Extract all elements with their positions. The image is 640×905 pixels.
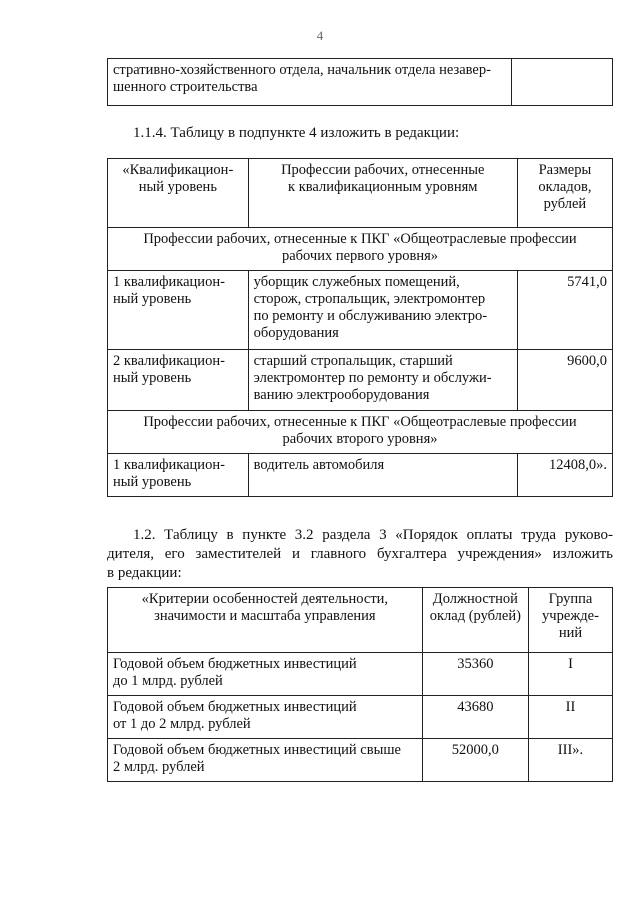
group-row [108, 411, 613, 454]
level-line: ный уровень [113, 291, 192, 307]
header-line: значимости и масштаба управления [154, 608, 376, 624]
header-line: окладов, [538, 179, 592, 195]
group-cell: II [528, 696, 612, 739]
header-line: рублей [543, 196, 587, 212]
profession-line: уборщик служебных помещений, [253, 274, 460, 290]
group-cell: I [528, 653, 612, 696]
group-cell [108, 228, 613, 271]
header-line: Профессии рабочих, отнесенные [281, 162, 485, 178]
table-row [108, 59, 613, 106]
table-header-row [108, 159, 613, 228]
paragraph-1-2 [107, 526, 613, 583]
level-cell [108, 271, 249, 350]
table-cell-empty [512, 59, 613, 106]
table-cell [108, 59, 512, 106]
criteria-line: 2 млрд. рублей [113, 759, 205, 775]
header-line: Размеры [538, 162, 592, 178]
level-cell [108, 350, 249, 411]
criteria-cell [108, 653, 423, 696]
level-line: ный уровень [113, 370, 192, 386]
header-line: ный уровень [138, 179, 217, 195]
criteria-line: до 1 млрд. рублей [113, 673, 223, 689]
salary-cell: 5741,0 [517, 271, 612, 350]
profession-line: водитель автомобиля [253, 457, 385, 473]
header-line: учрежде- [542, 608, 599, 624]
profession-line: сторож, стропальщик, электромонтер [253, 291, 486, 307]
level-line: ный уровень [113, 474, 192, 490]
criteria-table [107, 587, 613, 782]
profession-line: ванию электрооборудования [253, 387, 430, 403]
paragraph-line: в редакции: [107, 565, 182, 581]
cell-line: стративно-хозяйственного отдела, начальник отдела незавер- [113, 62, 491, 78]
group-line: Профессии рабочих, отнесенные к ПКГ «Общеотраслевые профессии [143, 414, 577, 430]
criteria-cell [108, 696, 423, 739]
salary-cell: 9600,0 [517, 350, 612, 411]
table-row [108, 696, 613, 739]
header-line: ний [558, 625, 583, 641]
professions-cell [248, 350, 517, 411]
profession-line: электромонтер по ремонту и обслужи- [253, 370, 492, 386]
level-line: 1 квалификацион- [113, 274, 225, 290]
header-cell-level [108, 159, 249, 228]
header-line: оклад (рублей) [429, 608, 521, 624]
table-row [108, 271, 613, 350]
header-line: Должностной [432, 591, 518, 607]
header-cell-group [528, 588, 612, 653]
criteria-cell [108, 739, 423, 782]
group-line: Профессии рабочих, отнесенные к ПКГ «Общеотраслевые профессии [143, 231, 577, 247]
table-row [108, 653, 613, 696]
paragraph-line: 1.2. Таблицу в пункте 3.2 раздела 3 «Порядок оплаты труда руково- [133, 527, 613, 543]
header-cell-criteria [108, 588, 423, 653]
table-row [108, 739, 613, 782]
profession-line: оборудования [253, 325, 339, 341]
table-row [108, 350, 613, 411]
cell-line: шенного строительства [113, 79, 258, 95]
group-cell: III». [528, 739, 612, 782]
header-line: «Критерии особенностей деятельности, [141, 591, 389, 607]
header-line: Группа [548, 591, 593, 607]
table-row [108, 454, 613, 497]
paragraph-line: дителя, его заместителей и главного бухгалтера учреждения» изложить [107, 546, 613, 562]
criteria-line: от 1 до 2 млрд. рублей [113, 716, 251, 732]
professions-cell [248, 271, 517, 350]
criteria-line: Годовой объем бюджетных инвестиций [113, 656, 357, 672]
group-row [108, 228, 613, 271]
profession-line: по ремонту и обслуживанию электро- [253, 308, 488, 324]
professions-cell [248, 454, 517, 497]
level-line: 2 квалификацион- [113, 353, 225, 369]
group-line: рабочих первого уровня» [281, 248, 439, 264]
level-line: 1 квалификацион- [113, 457, 225, 473]
professions-table [107, 158, 613, 497]
page-number: 4 [316, 28, 324, 43]
criteria-line: Годовой объем бюджетных инвестиций [113, 699, 357, 715]
salary-cell: 35360 [422, 653, 528, 696]
header-cell-salary [517, 159, 612, 228]
header-line: «Квалификацион- [122, 162, 234, 178]
profession-line: старший стропальщик, старший [253, 353, 453, 369]
salary-cell: 52000,0 [422, 739, 528, 782]
level-cell [108, 454, 249, 497]
criteria-line: Годовой объем бюджетных инвестиций свыше [113, 742, 401, 758]
group-cell [108, 411, 613, 454]
paragraph-1-1-4: 1.1.4. Таблицу в подпункте 4 изложить в редакции: [133, 125, 460, 141]
header-line: к квалификационным уровням [288, 179, 478, 195]
salary-cell: 43680 [422, 696, 528, 739]
salary-cell: 12408,0». [517, 454, 612, 497]
group-line: рабочих второго уровня» [282, 431, 438, 447]
header-cell-salary [422, 588, 528, 653]
header-cell-professions [248, 159, 517, 228]
table-header-row [108, 588, 613, 653]
continuation-table [107, 58, 613, 106]
